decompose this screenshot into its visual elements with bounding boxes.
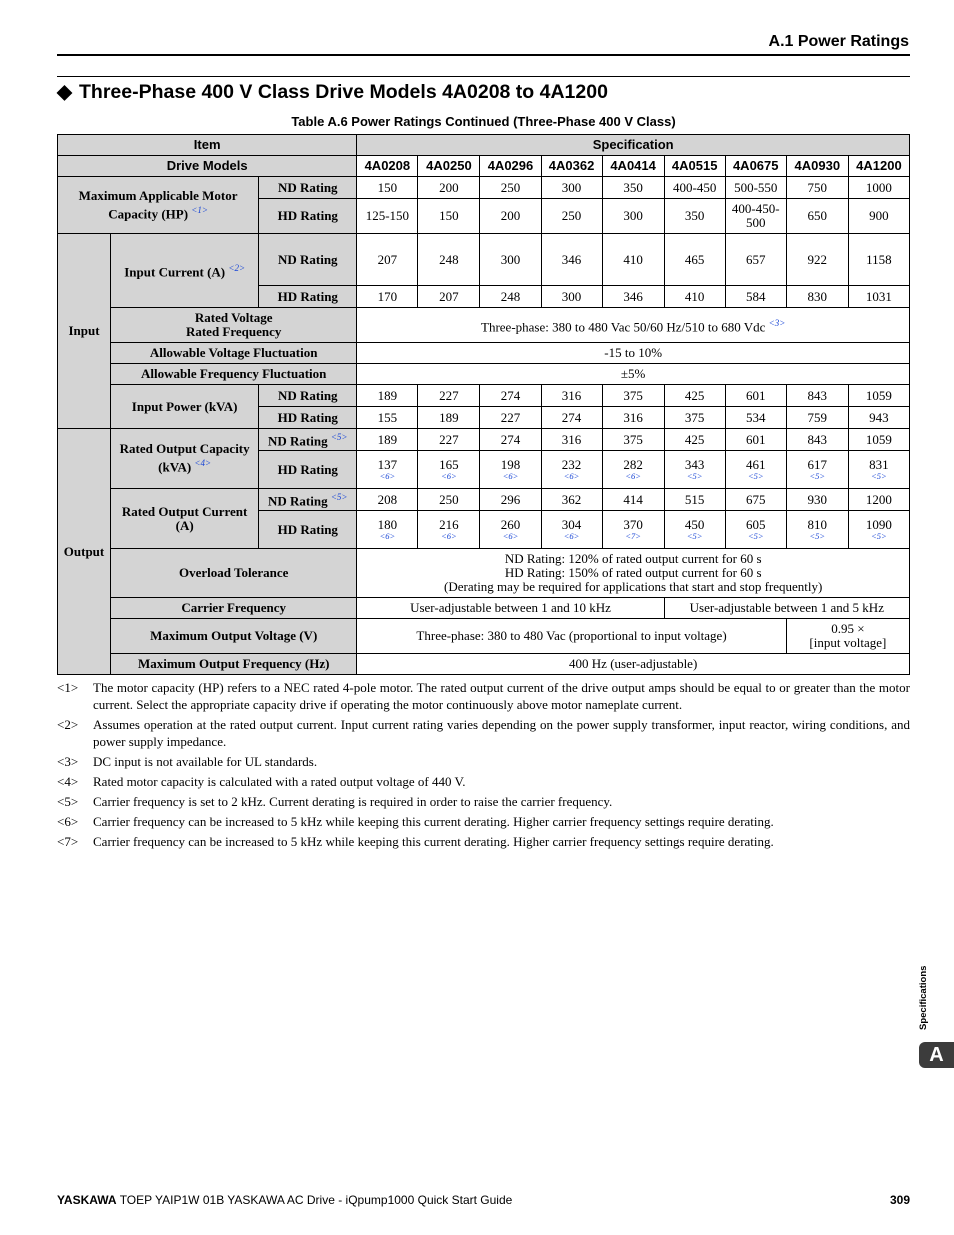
footnote-number: <6> (57, 814, 79, 829)
max-output-frequency-label: Maximum Output Frequency (Hz) (111, 654, 357, 675)
header-rule (57, 54, 910, 56)
table-row (58, 135, 910, 156)
input-power-label: Input Power (kVA) (111, 385, 259, 429)
max-output-voltage-value-b (786, 619, 909, 654)
model-header: 4A0675 (725, 156, 786, 177)
value-cell: 534 (725, 407, 786, 429)
rated-voltage-text: Rated Voltage (194, 310, 273, 325)
footnote-number: <5> (57, 794, 79, 809)
cell-ref: <6> (502, 531, 519, 541)
value-cell: 922 (786, 234, 848, 286)
value-cell: 316 (541, 429, 602, 451)
value-cell: 410 (602, 234, 664, 286)
rated-voltage-value (357, 308, 910, 343)
value-cell: 189 (357, 385, 418, 407)
output-capacity-label (111, 429, 259, 489)
value-cell: 200 (418, 177, 480, 199)
cell-value: 810 (807, 517, 828, 532)
value-cell: 375 (664, 407, 725, 429)
value-cell: 207 (357, 234, 418, 286)
value-cell: 500-550 (725, 177, 786, 199)
hd-rating-label: HD Rating (259, 451, 357, 489)
carrier-frequency-value-a: User-adjustable between 1 and 10 kHz (357, 598, 664, 619)
rated-frequency-text: Rated Frequency (185, 324, 282, 339)
value-cell: 189 (418, 407, 480, 429)
value-cell: 346 (602, 286, 664, 308)
value-cell (602, 451, 664, 489)
value-cell: 657 (725, 234, 786, 286)
table-row (58, 385, 910, 407)
value-cell: 843 (786, 429, 848, 451)
ref-5: <5> (330, 492, 348, 503)
cell-value: 461 (745, 457, 766, 472)
value-cell: 830 (786, 286, 848, 308)
value-cell: 248 (418, 234, 480, 286)
nd-rating-text: ND Rating (268, 433, 328, 449)
model-header: 4A1200 (848, 156, 909, 177)
table-row (58, 654, 910, 675)
footnote-text: Assumes operation at the rated output current. Input current rating varies depending on the power supply transformer, input reactor, wiring conditions, and power supply impedance. (93, 717, 910, 749)
value-cell (664, 451, 725, 489)
model-header: 4A0515 (664, 156, 725, 177)
table-caption: Table A.6 Power Ratings Continued (Three-Phase 400 V Class) (291, 114, 676, 129)
value-cell (848, 451, 909, 489)
max-output-frequency-value: 400 Hz (user-adjustable) (357, 654, 910, 675)
value-cell: 346 (541, 234, 602, 286)
footnote-number: <4> (57, 774, 79, 789)
cell-value: 282 (623, 457, 643, 472)
motor-capacity-text: Maximum Applicable Motor Capacity (HP) (78, 187, 238, 222)
table-row (58, 343, 910, 364)
value-cell (357, 451, 418, 489)
cell-ref: <5> (809, 531, 826, 541)
cell-value: 370 (623, 517, 643, 532)
overload-line: (Derating may be required for applications that start and stop frequently) (444, 579, 823, 594)
value-cell (541, 451, 602, 489)
overload-line: HD Rating: 150% of rated output current for 60 s (504, 565, 762, 580)
value-cell: 601 (725, 385, 786, 407)
value-cell: 150 (418, 199, 480, 234)
value-cell: 375 (602, 385, 664, 407)
value-cell: 274 (480, 385, 541, 407)
input-current-label (111, 234, 259, 308)
hd-rating-label: HD Rating (259, 286, 357, 308)
page-number: 309 (889, 1193, 910, 1207)
cell-value: 450 (684, 517, 705, 532)
value-cell: 250 (418, 489, 480, 511)
table-row (58, 308, 910, 343)
cell-ref: <6> (625, 471, 641, 481)
value-cell: 208 (357, 489, 418, 511)
value-cell (725, 451, 786, 489)
cell-value: 1090 (865, 517, 892, 532)
value-cell: 650 (786, 199, 848, 234)
voltage-fluctuation-value: -15 to 10% (357, 343, 910, 364)
max-voltage-line: 0.95 × (831, 621, 865, 636)
value-cell: 155 (357, 407, 418, 429)
carrier-frequency-value-b: User-adjustable between 1 and 5 kHz (664, 598, 909, 619)
model-header: 4A0930 (786, 156, 848, 177)
section-header: A.1 Power Ratings (768, 33, 909, 50)
cell-value: 198 (500, 457, 521, 472)
cell-value: 831 (869, 457, 889, 472)
cell-ref: <6> (502, 471, 519, 481)
table-row (58, 429, 910, 451)
nd-rating-text: ND Rating (268, 493, 328, 509)
cell-value: 180 (377, 517, 398, 532)
nd-rating-label (259, 429, 357, 451)
value-cell: 300 (541, 177, 602, 199)
value-cell: 362 (541, 489, 602, 511)
value-cell: 675 (725, 489, 786, 511)
value-cell: 300 (541, 286, 602, 308)
value-cell: 584 (725, 286, 786, 308)
carrier-frequency-label: Carrier Frequency (111, 598, 357, 619)
table-row (58, 234, 910, 286)
footnote-number: <1> (57, 680, 79, 695)
ref-2: <2> (228, 263, 246, 274)
value-cell: 150 (357, 177, 418, 199)
table-row (58, 549, 910, 598)
ref-1: <1> (191, 204, 208, 215)
ref-3: <3> (768, 317, 786, 328)
footnote (57, 716, 910, 750)
hd-rating-label: HD Rating (259, 407, 357, 429)
overload-line: ND Rating: 120% of rated output current for 60 s (504, 551, 762, 566)
cell-ref: <5> (809, 471, 826, 481)
value-cell: 375 (602, 429, 664, 451)
value-cell: 274 (480, 429, 541, 451)
value-cell: 515 (664, 489, 725, 511)
table-row (58, 598, 910, 619)
footnote (57, 813, 910, 830)
value-cell: 227 (480, 407, 541, 429)
value-cell (725, 511, 786, 549)
input-current-text: Input Current (A) (124, 264, 226, 280)
cell-value: 232 (561, 457, 582, 472)
footnote-number: <2> (57, 717, 79, 732)
table-row (58, 156, 910, 177)
rated-voltage-value-text: Three-phase: 380 to 480 Vac 50/60 Hz/510 to 680 Vdc (481, 319, 766, 335)
cell-value: 165 (439, 457, 459, 472)
max-output-voltage-value-a: Three-phase: 380 to 480 Vac (proportional to input voltage) (357, 619, 786, 654)
rated-voltage-label (111, 308, 357, 343)
value-cell: 410 (664, 286, 725, 308)
value-cell: 207 (418, 286, 480, 308)
footnote (57, 753, 910, 770)
footnote-number: <3> (57, 754, 79, 769)
value-cell: 425 (664, 429, 725, 451)
value-cell: 943 (848, 407, 909, 429)
footnote (57, 773, 910, 790)
nd-rating-label: ND Rating (259, 385, 357, 407)
value-cell: 1031 (848, 286, 909, 308)
value-cell (786, 511, 848, 549)
title-rule (57, 76, 910, 77)
value-cell: 425 (664, 385, 725, 407)
value-cell: 350 (602, 177, 664, 199)
footnote-text: Carrier frequency is set to 2 kHz. Current derating is required in order to raise the carrier frequency. (93, 794, 613, 809)
page-title-text: Three-Phase 400 V Class Drive Models 4A0208 to 4A1200 (79, 81, 608, 103)
model-header: 4A0296 (480, 156, 541, 177)
model-header: 4A0414 (602, 156, 664, 177)
spec-header: Specification (357, 135, 910, 156)
cell-ref: <5> (871, 471, 887, 481)
cell-value: 137 (377, 457, 398, 472)
nd-rating-label: ND Rating (259, 234, 357, 286)
cell-ref: <5> (747, 531, 764, 541)
value-cell: 930 (786, 489, 848, 511)
page-title (57, 80, 910, 104)
overload-tolerance-label: Overload Tolerance (111, 549, 357, 598)
frequency-fluctuation-label: Allowable Frequency Fluctuation (111, 364, 357, 385)
value-cell: 400-450 (664, 177, 725, 199)
footer-doc (57, 1193, 512, 1207)
value-cell: 170 (357, 286, 418, 308)
value-cell: 1000 (848, 177, 909, 199)
cell-ref: <5> (686, 471, 703, 481)
value-cell: 250 (480, 177, 541, 199)
value-cell: 227 (418, 385, 480, 407)
value-cell: 1158 (848, 234, 909, 286)
cell-ref: <6> (563, 531, 580, 541)
cell-ref: <7> (625, 531, 641, 541)
value-cell: 248 (480, 286, 541, 308)
value-cell (480, 511, 541, 549)
value-cell (541, 511, 602, 549)
output-current-label: Rated Output Current (A) (111, 489, 259, 549)
cell-ref: <5> (871, 531, 887, 541)
footer-doc-title: TOEP YAIP1W 01B YASKAWA AC Drive - iQpump1000 Quick Start Guide (116, 1193, 513, 1207)
footnote-text: Carrier frequency can be increased to 5 kHz while keeping this current derating. Higher carrier frequency settings require derating. (93, 834, 774, 849)
value-cell: 900 (848, 199, 909, 234)
cell-value: 304 (561, 517, 582, 532)
ref-5: <5> (330, 432, 348, 443)
value-cell: 274 (541, 407, 602, 429)
frequency-fluctuation-value: ±5% (357, 364, 910, 385)
table-row (58, 364, 910, 385)
cell-ref: <5> (747, 471, 764, 481)
cell-ref: <6> (563, 471, 580, 481)
value-cell (602, 511, 664, 549)
cell-ref: <6> (379, 471, 396, 481)
cell-value: 343 (684, 457, 705, 472)
cell-value: 617 (807, 457, 828, 472)
value-cell: 227 (418, 429, 480, 451)
drive-models-label: Drive Models (58, 156, 357, 177)
side-section-label: Specifications (918, 965, 929, 1030)
value-cell: 200 (480, 199, 541, 234)
output-capacity-text: Rated Output Capacity (kVA) (119, 441, 250, 475)
output-group-label: Output (58, 429, 111, 675)
motor-capacity-label (58, 177, 259, 234)
max-output-voltage-label: Maximum Output Voltage (V) (111, 619, 357, 654)
hd-rating-label: HD Rating (259, 511, 357, 549)
footnote-text: Rated motor capacity is calculated with a rated output voltage of 440 V. (93, 774, 466, 789)
value-cell: 414 (602, 489, 664, 511)
value-cell (418, 451, 480, 489)
value-cell: 843 (786, 385, 848, 407)
table-row (58, 489, 910, 511)
value-cell: 759 (786, 407, 848, 429)
value-cell (480, 451, 541, 489)
diamond-icon: ◆ (57, 81, 72, 103)
power-ratings-table (57, 134, 910, 675)
value-cell: 316 (541, 385, 602, 407)
footnote (57, 793, 910, 810)
model-header: 4A0208 (357, 156, 418, 177)
value-cell: 1059 (848, 385, 909, 407)
value-cell: 601 (725, 429, 786, 451)
nd-rating-label: ND Rating (259, 177, 357, 199)
footer-brand: YASKAWA (57, 1193, 117, 1207)
value-cell: 125-150 (357, 199, 418, 234)
value-cell: 296 (480, 489, 541, 511)
value-cell (357, 511, 418, 549)
value-cell: 300 (480, 234, 541, 286)
cell-ref: <6> (379, 531, 396, 541)
appendix-tab[interactable]: A (919, 1042, 954, 1068)
cell-ref: <5> (686, 531, 703, 541)
value-cell: 350 (664, 199, 725, 234)
value-cell (418, 511, 480, 549)
nd-rating-label (259, 489, 357, 511)
cell-value: 216 (439, 517, 459, 532)
value-cell (848, 511, 909, 549)
hd-rating-label: HD Rating (259, 199, 357, 234)
model-header: 4A0250 (418, 156, 480, 177)
input-group-label: Input (58, 234, 111, 429)
cell-value: 260 (500, 517, 521, 532)
footnote (57, 679, 910, 713)
item-header: Item (58, 135, 357, 156)
ref-4: <4> (194, 458, 212, 469)
value-cell (786, 451, 848, 489)
cell-ref: <6> (441, 471, 457, 481)
value-cell: 750 (786, 177, 848, 199)
value-cell: 400-450-500 (725, 199, 786, 234)
voltage-fluctuation-label: Allowable Voltage Fluctuation (111, 343, 357, 364)
max-voltage-line: [input voltage] (809, 635, 887, 650)
cell-value: 605 (745, 517, 766, 532)
footnote-text: Carrier frequency can be increased to 5 kHz while keeping this current derating. Higher carrier frequency settings require derating. (93, 814, 774, 829)
footnote-text: DC input is not available for UL standards. (93, 754, 318, 769)
value-cell: 1059 (848, 429, 909, 451)
table-row (58, 619, 910, 654)
value-cell: 250 (541, 199, 602, 234)
footnote-number: <7> (57, 834, 79, 849)
model-header: 4A0362 (541, 156, 602, 177)
table-row (58, 177, 910, 199)
value-cell: 189 (357, 429, 418, 451)
value-cell: 300 (602, 199, 664, 234)
footnote (57, 833, 910, 850)
footnote-text: The motor capacity (HP) refers to a NEC rated 4-pole motor. The rated output current of the drive output amps should be equal to or greater than the motor current. Select the appropriate capacity drive if operating the motor continuously above motor nameplate current. (93, 680, 910, 712)
cell-ref: <6> (441, 531, 457, 541)
value-cell: 316 (602, 407, 664, 429)
footnotes (57, 679, 910, 853)
value-cell (664, 511, 725, 549)
overload-tolerance-value (357, 549, 910, 598)
value-cell: 1200 (848, 489, 909, 511)
value-cell: 465 (664, 234, 725, 286)
